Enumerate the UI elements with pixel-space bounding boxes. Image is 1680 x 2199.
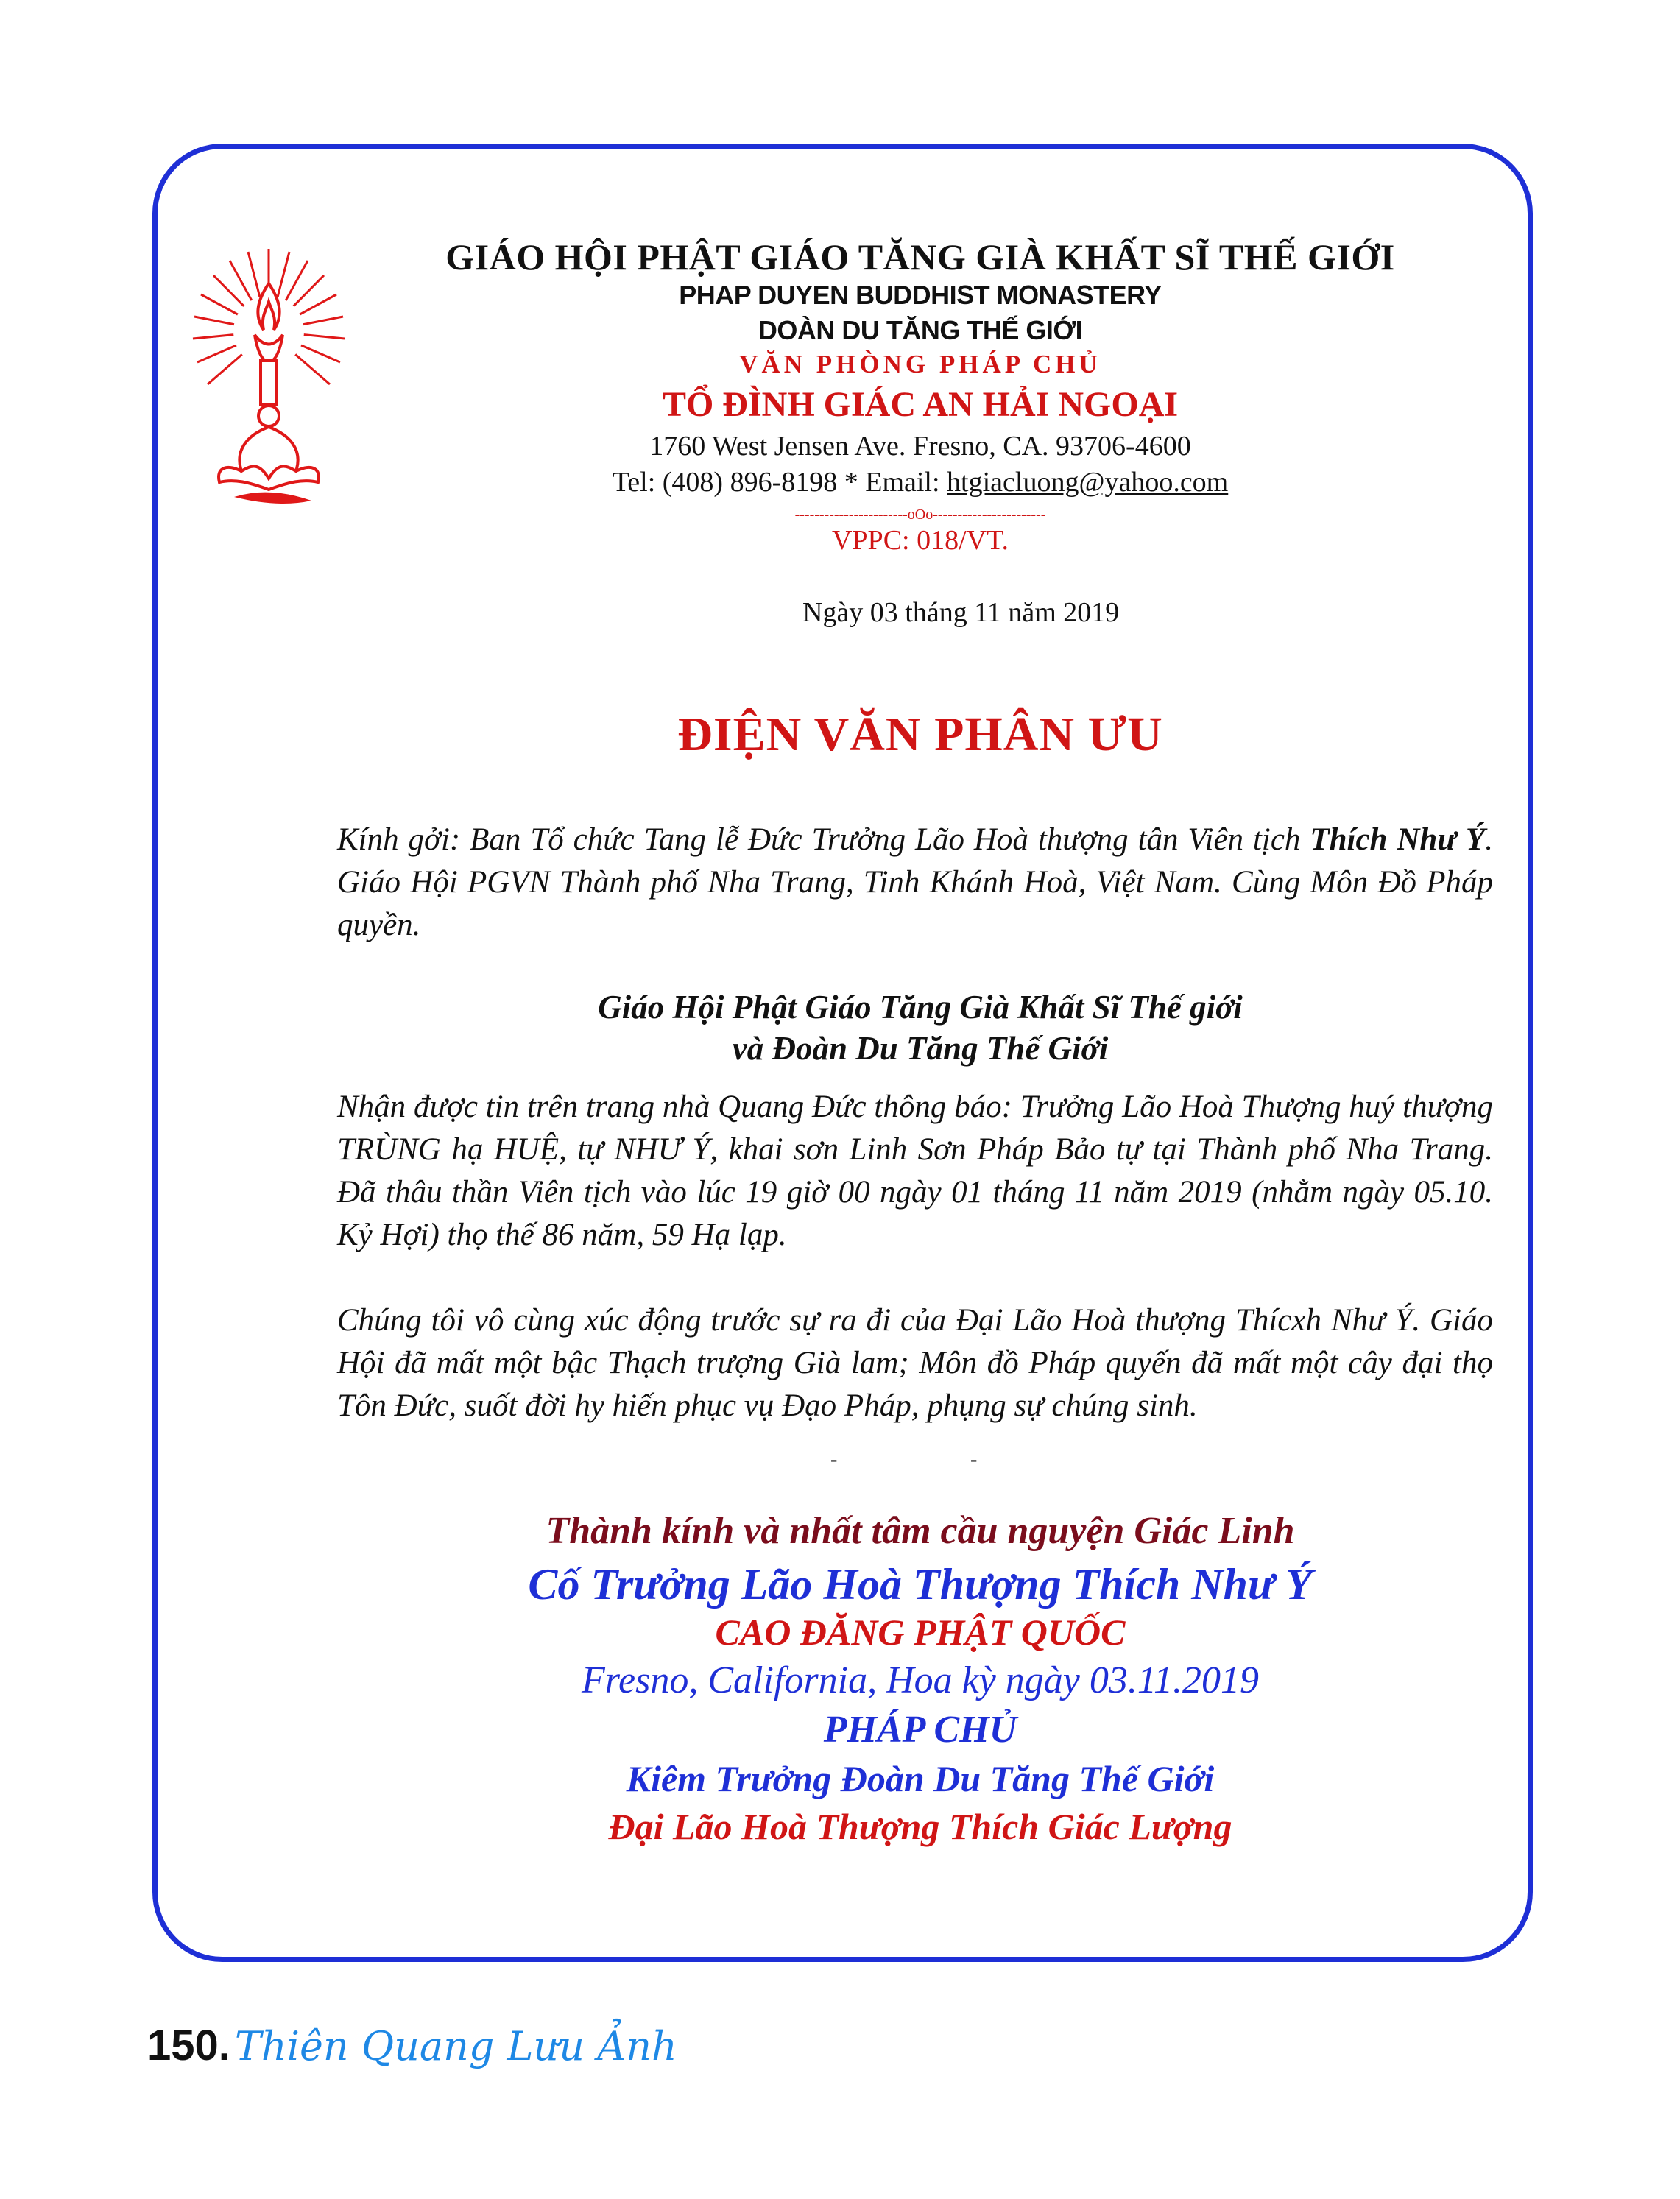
lotus-torch-emblem-icon: [190, 243, 348, 515]
salutation: [337, 819, 1493, 947]
contact-line: [412, 466, 1428, 498]
publication-title: Thiên Quang Lưu Ảnh: [234, 2023, 677, 2069]
salutation-text-2: . Giáo Hội PGVN Thành phố Nha Trang, Tinh Khánh Hoà, Việt Nam. Cùng Môn Đồ Pháp quyền.: [337, 822, 1494, 942]
closing-prayer: Thành kính và nhất tâm cầu nguyện Giác Linh: [546, 1510, 1295, 1552]
closing-place-date: Fresno, California, Hoa kỳ ngày 03.11.2019: [581, 1659, 1260, 1701]
body-paragraph-2: Chúng tôi vô cùng xúc động trước sự ra đi của Đại Lão Hoà thượng Thícxh Như Ý. Giáo Hội đã mất một bậc Thạch trượng Già lam; Môn đồ Pháp quyến đã mất một cây đại thọ Tôn Đức, suốt đời hy hiến phục vụ Đạo Pháp, phụng sự chúng sinh.: [337, 1303, 1493, 1423]
email-link[interactable]: htgiacluong@yahoo.com: [947, 467, 1229, 498]
organization-name: GIÁO HỘI PHẬT GIÁO TĂNG GIÀ KHẤT SĨ THẾ GIỚI: [445, 236, 1395, 278]
sender-line-2: và Đoàn Du Tăng Thế Giới: [732, 1030, 1109, 1067]
signatory-role: Kiêm Trưởng Đoàn Du Tăng Thế Giới: [626, 1758, 1215, 1799]
dash-right: -: [970, 1448, 978, 1471]
monastery-name: PHAP DUYEN BUDDHIST MONASTERY: [679, 280, 1162, 310]
page-footer: [147, 2021, 677, 2070]
dash-left: -: [830, 1448, 838, 1471]
separator: -----------------------oOo-----------------------: [794, 506, 1046, 523]
temple-name: TỔ ĐÌNH GIÁC AN HẢI NGOẠI: [662, 385, 1179, 424]
body-paragraph-1: Nhận được tin trên trang nhà Quang Đức thông báo: Trưởng Lão Hoà Thượng huý thượng TRÙNG hạ HUỆ, tự NHƯ Ý, khai sơn Linh Sơn Pháp Bảo tự tại Thành phố Nha Trang. Đã thâu thần Viên tịch vào lúc 19 giờ 00 ngày 01 tháng 11 năm 2019 (nhằm ngày 05.10. Kỷ Hợi) thọ thế 86 năm, 59 Hạ lạp.: [337, 1090, 1493, 1252]
address: 1760 West Jensen Ave. Fresno, CA. 93706-4600: [649, 431, 1191, 462]
sender-line-1: Giáo Hội Phật Giáo Tăng Già Khất Sĩ Thế giới: [598, 989, 1243, 1026]
reference-number: VPPC: 018/VT.: [831, 525, 1009, 556]
office-name: VĂN PHÒNG PHÁP CHỦ: [739, 350, 1101, 378]
signatory-title: PHÁP CHỦ: [823, 1709, 1017, 1751]
signatory-name: Đại Lão Hoà Thượng Thích Giác Lượng: [608, 1806, 1232, 1847]
footer-dot: .: [218, 2022, 230, 2069]
letter-date: Ngày 03 tháng 11 năm 2019: [802, 597, 1120, 628]
page-number: 150: [147, 2022, 219, 2069]
salutation-text: Kính gởi: Ban Tổ chức Tang lễ Đức Trưởng Lão Hoà thượng tân Viên tịch: [337, 822, 1310, 857]
closing-deceased: Cố Trưởng Lão Hoà Thượng Thích Như Ý: [528, 1560, 1313, 1609]
delegation-name: DOÀN DU TĂNG THẾ GIỚI: [758, 315, 1083, 345]
closing-blessing: CAO ĐĂNG PHẬT QUỐC: [715, 1612, 1126, 1653]
telephone: Tel: (408) 896-8198 * Email:: [612, 467, 947, 498]
document-title: ĐIỆN VĂN PHÂN ƯU: [677, 707, 1163, 761]
deceased-name: Thích Như Ý: [1310, 822, 1486, 857]
